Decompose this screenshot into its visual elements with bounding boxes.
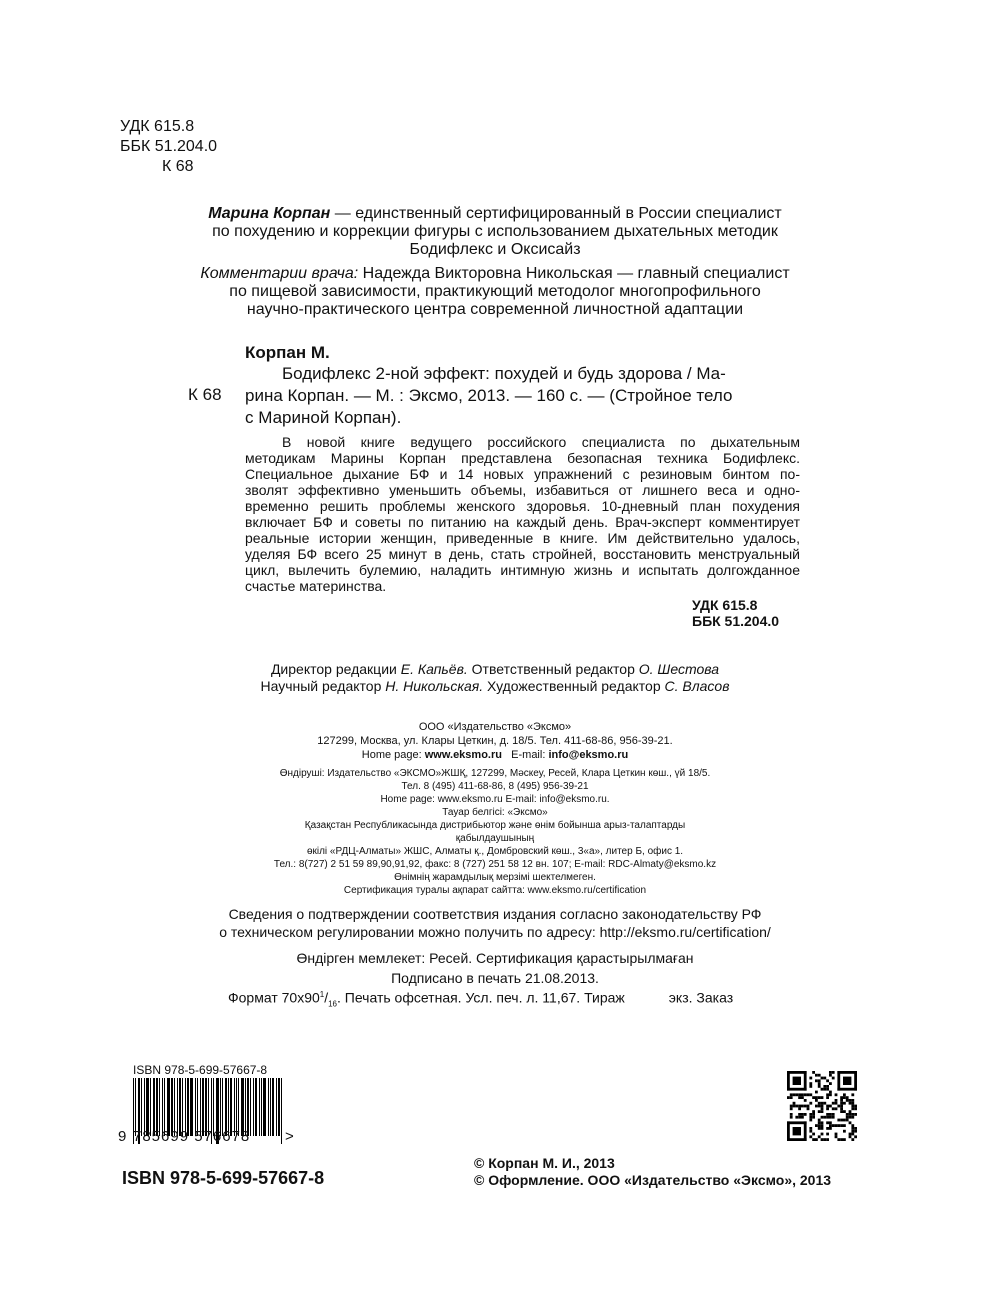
qr-module	[812, 1110, 815, 1113]
qr-module	[849, 1113, 852, 1116]
qr-module	[837, 1119, 840, 1122]
qr-module	[851, 1133, 854, 1136]
qr-module	[801, 1096, 804, 1099]
qr-module	[837, 1071, 840, 1091]
qr-module	[821, 1133, 824, 1136]
qr-module	[843, 1124, 846, 1127]
qr-module	[835, 1135, 838, 1138]
qr-module	[809, 1102, 812, 1105]
qr-module	[798, 1105, 801, 1108]
udk-code: УДК 615.8	[120, 118, 195, 135]
qr-module	[851, 1107, 854, 1110]
qr-module	[790, 1107, 793, 1110]
qr-module	[804, 1071, 807, 1091]
qr-module	[837, 1105, 840, 1108]
qr-module	[793, 1077, 801, 1085]
qr-module	[812, 1116, 815, 1119]
barcode-bar	[270, 1078, 271, 1136]
qr-module	[804, 1105, 807, 1108]
catalog-mark: К 68	[188, 385, 222, 404]
barcode-bar	[276, 1078, 277, 1136]
qr-module	[843, 1138, 846, 1141]
barcode-bar	[272, 1078, 274, 1136]
qr-module	[826, 1105, 829, 1108]
qr-module	[854, 1071, 857, 1091]
copyright-design: © Оформление. ООО «Издательство «Эксмо», 2013	[474, 1172, 832, 1188]
qr-module	[787, 1121, 790, 1141]
qr-module	[795, 1116, 798, 1119]
qr-module	[818, 1085, 821, 1088]
qr-module	[790, 1113, 793, 1116]
qr-module	[851, 1093, 854, 1096]
qr-module	[851, 1138, 854, 1141]
qr-module	[849, 1133, 852, 1136]
qr-module	[837, 1088, 857, 1091]
qr-module	[843, 1110, 846, 1113]
qr-module	[787, 1096, 790, 1099]
qr-module	[854, 1135, 857, 1138]
qr-module	[793, 1093, 796, 1096]
qr-module	[815, 1079, 818, 1082]
qr-module	[829, 1071, 832, 1074]
print-format: Формат $70х90^1/_{16}$. Печать офсетная. Усл. печ. л. 11,67. Тираж экз. Заказ	[228, 989, 734, 1009]
qr-module	[823, 1102, 826, 1105]
qr-module	[849, 1135, 852, 1138]
qr-module	[787, 1071, 807, 1074]
qr-module	[809, 1130, 812, 1133]
qr-module	[826, 1093, 829, 1096]
qr-module	[804, 1121, 807, 1141]
author-note: Марина Корпан — единственный сертифицированный в России специалист по похудению и коррекции фигуры с использованием дыхательных методик Бодифлекс и Оксисайз	[208, 205, 782, 258]
qr-module	[821, 1138, 824, 1141]
barcode-digits: 785699 576678	[133, 1128, 251, 1145]
qr-module	[840, 1102, 843, 1105]
qr-module	[851, 1102, 854, 1105]
qr-module	[821, 1124, 824, 1127]
qr-module	[843, 1077, 851, 1085]
qr-module	[804, 1099, 807, 1102]
qr-module	[826, 1079, 829, 1082]
author-name: Марина Корпан	[208, 205, 331, 222]
qr-module	[846, 1096, 849, 1099]
qr-module	[809, 1135, 812, 1138]
qr-module	[823, 1088, 826, 1091]
qr-module	[818, 1121, 821, 1124]
qr-module	[840, 1107, 843, 1110]
qr-module	[832, 1113, 835, 1116]
qr-module	[801, 1105, 804, 1108]
qr-module	[793, 1105, 796, 1108]
barcode-gt: >	[285, 1128, 294, 1145]
qr-module	[835, 1107, 838, 1110]
catalog-abstract: В новой книге ведущего российского специалиста по дыхательным методикам Марины Корпан представлена безопасная техника Бодифлекс. Специальное дыхание БФ и 14 новых упражнений с резиновым бинтом по- зволят эффективно уменьшить объемы, избавиться от лишнего веса и одно- временно решить проблемы женского здоровья. 10-дневный план похудения включает БФ и советы по питанию на каждый день. Врач-эксперт комментирует реальные истории женщин, приведенные в книге. Им действительно удалось, уделяя БФ всего 25 минут в день, стать стройней, восстановить менструальный цикл, вылечить булемию, наладить интимную жизнь и испытать долгожданное счастье материнства.	[245, 434, 800, 594]
qr-module	[826, 1133, 829, 1136]
qr-module	[843, 1102, 846, 1105]
qr-module	[818, 1082, 821, 1085]
qr-module	[832, 1071, 835, 1074]
qr-module	[801, 1113, 804, 1116]
qr-module	[821, 1105, 824, 1108]
qr-module	[843, 1119, 846, 1122]
isbn-top: ISBN 978-5-699-57667-8	[133, 1063, 268, 1077]
barcode-bar	[278, 1078, 280, 1136]
qr-module	[787, 1071, 790, 1091]
qr-module	[823, 1116, 826, 1119]
qr-module	[809, 1082, 812, 1085]
qr-module	[854, 1105, 857, 1108]
qr-module	[798, 1113, 801, 1116]
qr-module	[795, 1093, 798, 1096]
qr-module	[826, 1116, 829, 1119]
qr-module	[818, 1119, 821, 1122]
home-url: www.eksmo.ru	[424, 749, 502, 761]
barcode-bar	[268, 1078, 269, 1136]
qr-module	[837, 1071, 857, 1074]
qr-module	[798, 1107, 801, 1110]
qr-module	[809, 1085, 812, 1088]
print-signed: Подписано в печать 21.08.2013.	[391, 970, 599, 986]
editorial-credits: Директор редакции Е. Капьёв. Ответственный редактор О. Шестова Научный редактор Н. Никольская. Художественный редактор С. Власов	[260, 661, 730, 694]
qr-module	[815, 1074, 818, 1077]
qr-module	[815, 1096, 818, 1099]
qr-module	[812, 1133, 815, 1136]
qr-module	[798, 1093, 801, 1096]
qr-module	[809, 1113, 812, 1116]
qr-module	[854, 1130, 857, 1133]
qr-module	[835, 1102, 838, 1105]
qr-module	[832, 1124, 835, 1127]
qr-module	[787, 1138, 807, 1141]
barcode-bar	[255, 1078, 257, 1136]
barcode-bar	[281, 1078, 282, 1144]
qr-module	[840, 1096, 843, 1099]
qr-module	[793, 1127, 801, 1135]
barcode-bar	[253, 1078, 254, 1136]
qr-module	[851, 1124, 854, 1127]
qr-module	[798, 1116, 801, 1119]
email: info@eksmo.ru	[548, 749, 629, 761]
qr-module	[829, 1093, 832, 1096]
qr-module	[821, 1077, 824, 1080]
qr-module	[851, 1130, 854, 1133]
qr-module	[826, 1113, 829, 1116]
qr-module	[812, 1071, 815, 1074]
qr-module	[832, 1116, 835, 1119]
qr-module	[826, 1096, 829, 1099]
qr-module	[832, 1102, 835, 1105]
qr-module	[832, 1077, 835, 1080]
qr-module	[818, 1096, 821, 1099]
qr-module	[835, 1124, 838, 1127]
qr-module	[854, 1113, 857, 1116]
qr-module	[821, 1121, 824, 1124]
qr-module	[823, 1138, 826, 1141]
qr-module	[826, 1121, 829, 1124]
qr-module	[851, 1116, 854, 1119]
qr-module	[818, 1110, 821, 1113]
qr-module	[818, 1135, 821, 1138]
qr-module	[846, 1116, 849, 1119]
kazakh-info: Өндіруші: Издательство «ЭКСМО»ЖШҚ, 127299, Мәскеу, Ресей, Клара Цеткин көш., үй 18/5. Тел. 8 (495) 411-68-86, 8 (495) 956-39-21 Home page: www.eksmo.ru E-mail: info@eksmo.ru. Тауар белгісі: «Эксмо» Қазақстан Республикасында дистрибьютор және өнім бойынша арыз-талаптарды қабылдаушының өкілі «РДЦ-Алматы» ЖШС, Алматы қ., Домбровский көш., 3«а», литер Б, офис 1. Тел.: 8(727) 2 51 59 89,90,91,92, факс: 8 (727) 251 58 12 вн. 107; E-mail: RDC-Almaty@eksmo.kz Өнімнің жарамдылық мерзімі шектелмеген. Сертификация туралы ақпарат сайтта: www.eksmo.ru/certification	[273, 768, 717, 896]
qr-module	[851, 1127, 854, 1130]
catalog-author-heading: Корпан М.	[245, 343, 330, 362]
qr-module	[790, 1096, 793, 1099]
qr-module	[826, 1127, 829, 1130]
barcode-bar	[261, 1078, 262, 1136]
qr-module	[821, 1127, 824, 1130]
qr-module	[849, 1110, 852, 1113]
qr-module	[832, 1107, 835, 1110]
qr-module	[851, 1113, 854, 1116]
qr-module	[829, 1127, 832, 1130]
doctor-note: Комментарии врача: Надежда Викторовна Никольская — главный специалист по пищевой зависимости, практикующий методолог многопрофильного научно-практического центра современной личностной адаптации	[200, 265, 790, 318]
qr-module	[801, 1116, 804, 1119]
qr-module	[849, 1121, 852, 1124]
qr-module	[846, 1099, 849, 1102]
author-mark: К 68	[162, 158, 194, 175]
bbk-code: ББК 51.204.0	[120, 138, 218, 155]
qr-module	[854, 1127, 857, 1130]
qr-module	[849, 1102, 852, 1105]
qr-module	[821, 1088, 824, 1091]
qr-module	[843, 1096, 846, 1099]
qr-module	[804, 1113, 807, 1116]
doctor-label: Комментарии врача:	[200, 265, 359, 282]
copyright-author: © Корпан М. И., 2013	[474, 1155, 615, 1171]
qr-module	[823, 1077, 826, 1080]
qr-module	[818, 1102, 821, 1105]
qr-module	[818, 1127, 821, 1130]
barcode-bar	[259, 1078, 260, 1136]
qr-module	[818, 1079, 821, 1082]
qr-module	[818, 1105, 821, 1108]
qr-module	[835, 1133, 838, 1136]
catalog-udk: УДК 615.8	[692, 597, 758, 613]
qr-module	[826, 1088, 829, 1091]
qr-module	[790, 1116, 793, 1119]
qr-module	[809, 1116, 812, 1119]
qr-module	[815, 1105, 818, 1108]
qr-module	[809, 1127, 812, 1130]
qr-module	[840, 1138, 843, 1141]
qr-module	[793, 1102, 796, 1105]
qr-module	[787, 1121, 807, 1124]
qr-module	[809, 1093, 812, 1096]
qr-module	[835, 1093, 838, 1096]
qr-module	[829, 1121, 832, 1124]
qr-module	[790, 1093, 793, 1096]
qr-module	[840, 1105, 843, 1108]
qr-module	[818, 1074, 821, 1077]
qr-module	[843, 1130, 846, 1133]
qr-module	[829, 1105, 832, 1108]
qr-module	[826, 1107, 829, 1110]
qr-module	[837, 1138, 840, 1141]
qr-module	[821, 1116, 824, 1119]
publisher-info: ООО «Издательство «Эксмо» 127299, Москва, ул. Клары Цеткин, д. 18/5. Тел. 411-68-86, 956-39-21. Home page: www.eksmo.ru E-mail: info@eksmo.ru	[317, 721, 673, 761]
qr-module	[815, 1124, 818, 1127]
qr-module	[790, 1105, 793, 1108]
qr-module	[851, 1099, 854, 1102]
qr-module	[840, 1124, 843, 1127]
qr-module	[821, 1107, 824, 1110]
qr-module	[798, 1096, 801, 1099]
qr-module	[829, 1113, 832, 1116]
qr-module	[801, 1093, 804, 1096]
qr-module	[851, 1105, 854, 1108]
qr-module	[826, 1138, 829, 1141]
qr-module	[829, 1082, 832, 1085]
qr-module	[837, 1124, 840, 1127]
qr-module	[812, 1113, 815, 1116]
isbn-bottom: ISBN 978-5-699-57667-8	[122, 1168, 325, 1188]
qr-module	[849, 1116, 852, 1119]
qr-module	[849, 1099, 852, 1102]
qr-module	[815, 1091, 818, 1094]
qr-module	[809, 1077, 812, 1080]
qr-module	[823, 1085, 826, 1088]
qr-module	[843, 1093, 846, 1096]
qr-module	[829, 1116, 832, 1119]
barcode-first-digit: 9	[118, 1128, 127, 1145]
qr-module	[854, 1107, 857, 1110]
qr-module	[826, 1085, 829, 1088]
qr-module	[787, 1088, 807, 1091]
qr-module	[835, 1099, 838, 1102]
qr-module	[846, 1113, 849, 1116]
qr-module	[846, 1119, 849, 1122]
qr-module	[809, 1119, 812, 1122]
barcode-bar	[263, 1078, 266, 1136]
qr-module	[804, 1093, 807, 1096]
qr-module	[812, 1138, 815, 1141]
qr-module	[815, 1138, 818, 1141]
qr-module	[795, 1105, 798, 1108]
qr-module	[821, 1102, 824, 1105]
conformity-info: Сведения о подтверждении соответствия издания согласно законодательству РФ о техническом регулировании можно получить по адресу: http://eksmo.ru/certification/ Өндірген мемлекет: Ресей. Сертификация қарастырылмаған	[219, 906, 771, 966]
qr-module	[812, 1096, 815, 1099]
qr-code-icon	[787, 1071, 857, 1141]
qr-module	[821, 1110, 824, 1113]
qr-module	[807, 1105, 810, 1108]
catalog-title: Бодифлекс 2-ной эффект: похудей и будь здорова / Ма- рина Корпан. — М. : Эксмо, 2013. — 160 с. — (Стройное тело с Мариной Корпан).	[245, 364, 733, 427]
qr-module	[807, 1093, 810, 1096]
qr-module	[815, 1099, 818, 1102]
qr-module	[818, 1124, 821, 1127]
qr-module	[840, 1110, 843, 1113]
catalog-bbk: ББК 51.204.0	[692, 613, 780, 629]
qr-module	[821, 1096, 824, 1099]
qr-module	[840, 1099, 843, 1102]
qr-module	[840, 1119, 843, 1122]
qr-module	[829, 1074, 832, 1077]
qr-module	[807, 1107, 810, 1110]
qr-module	[829, 1091, 832, 1094]
qr-module	[829, 1124, 832, 1127]
